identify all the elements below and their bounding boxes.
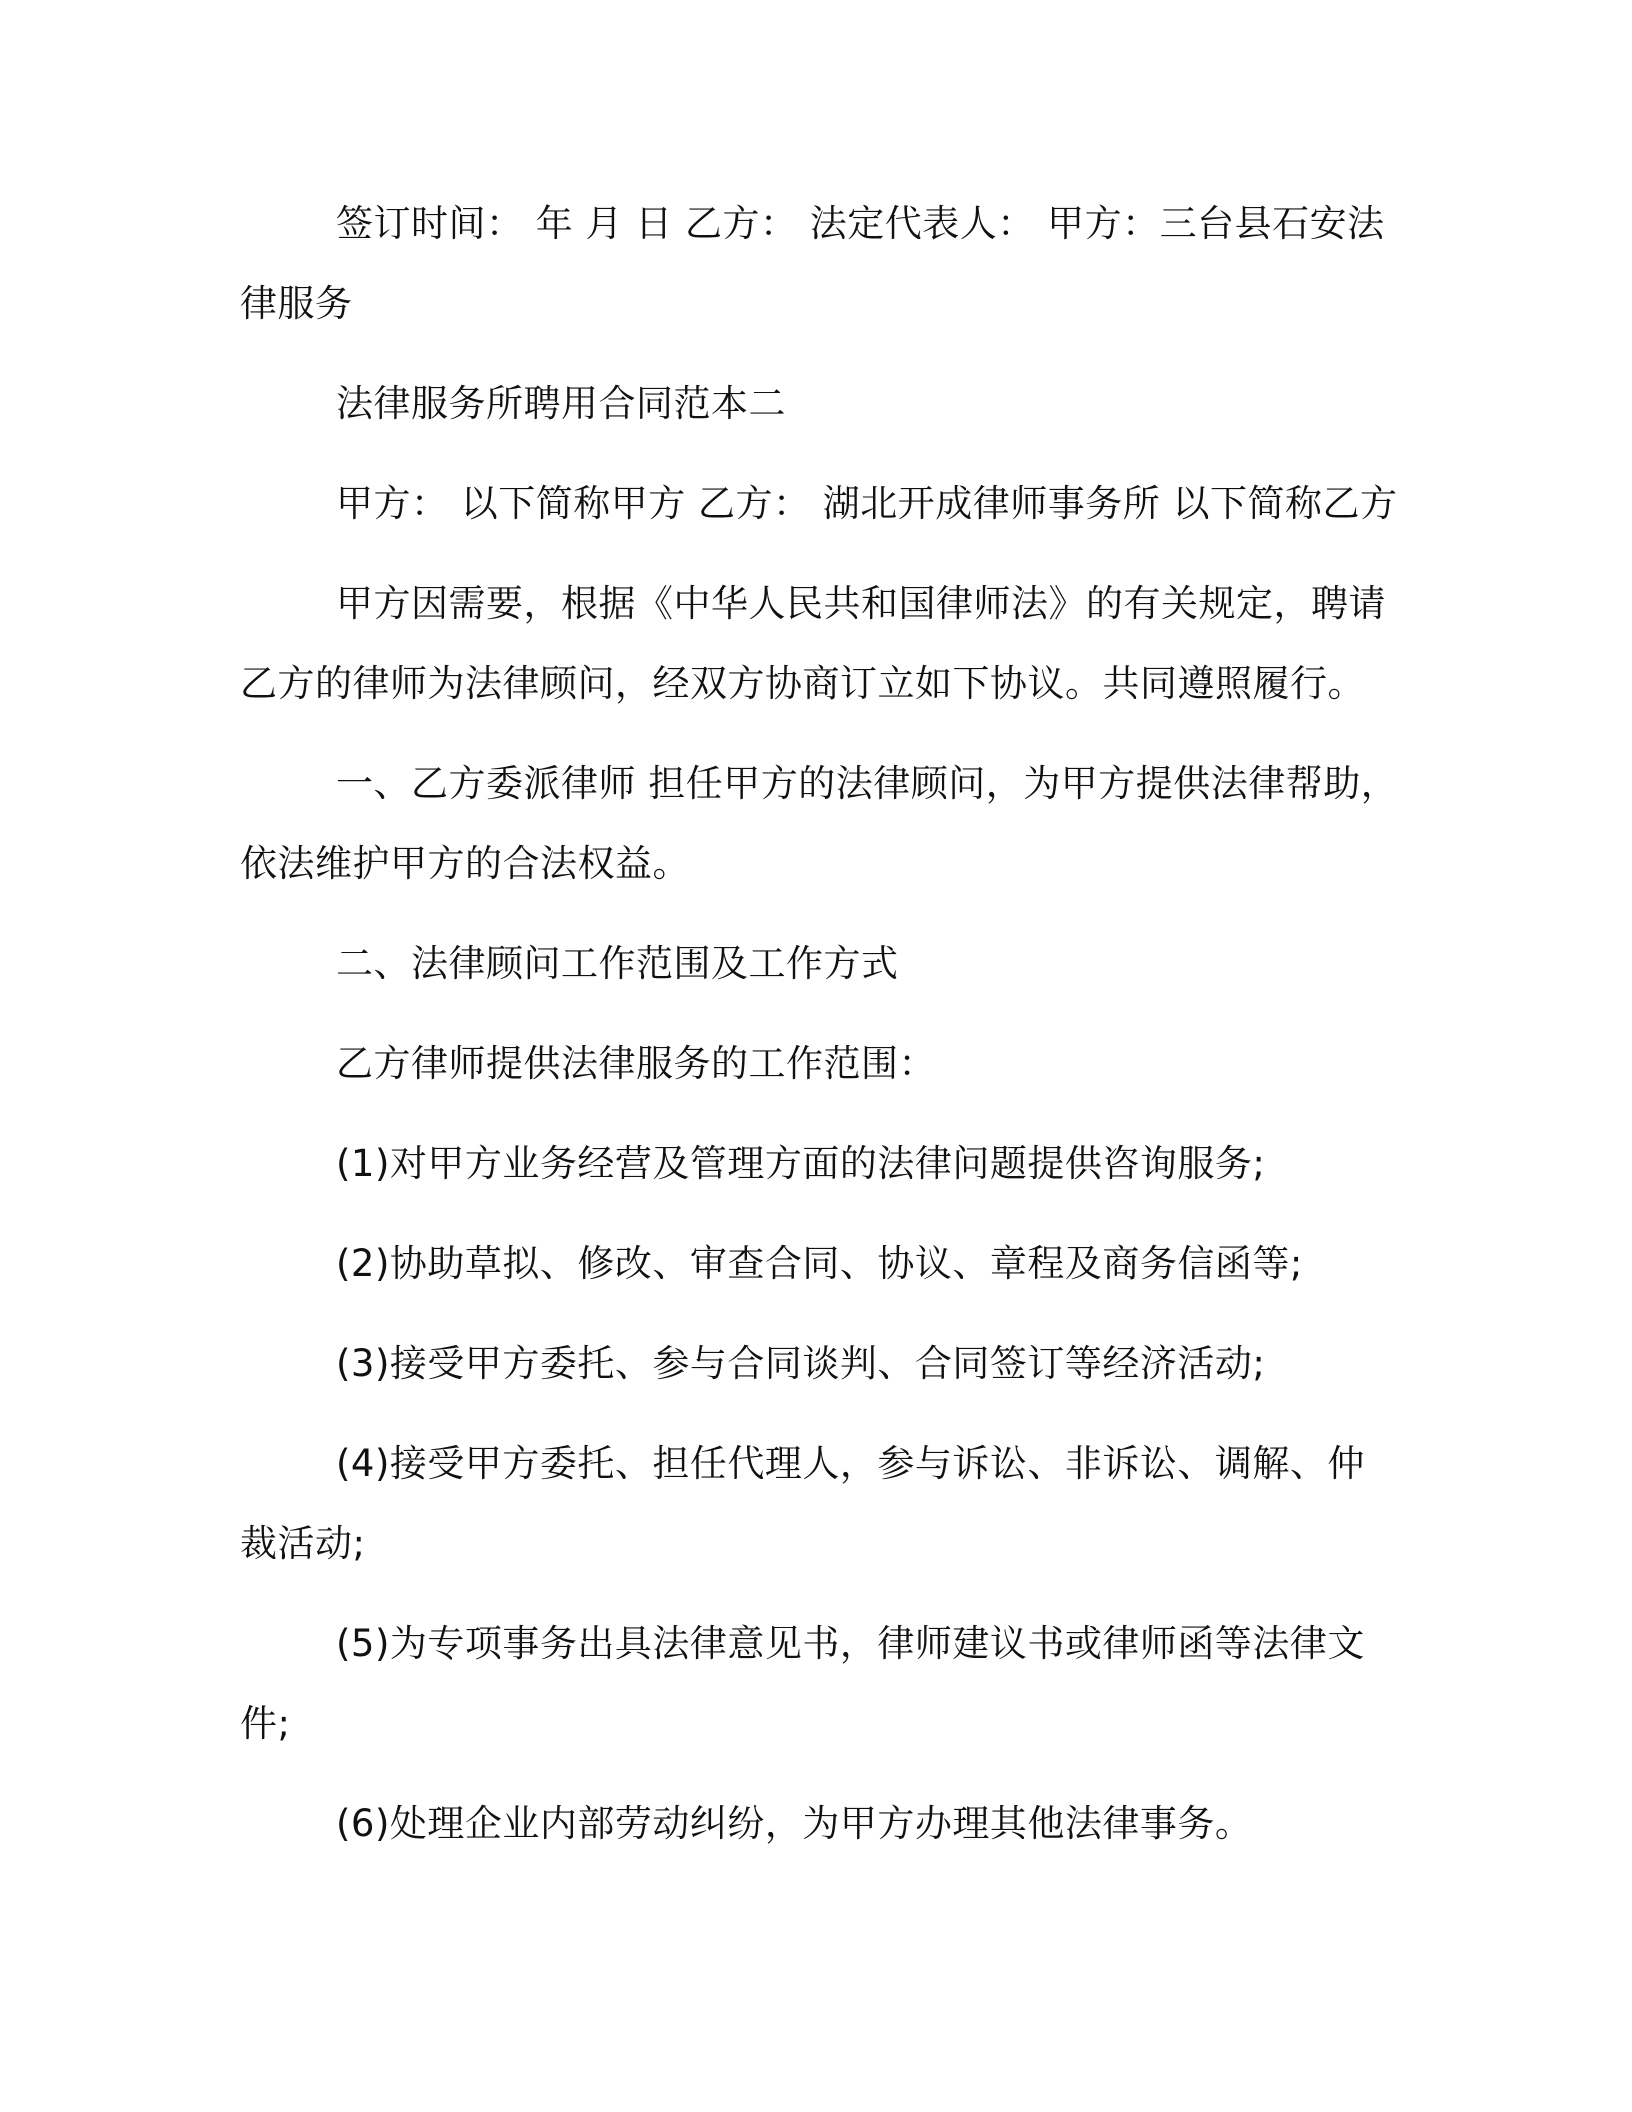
clause-one: 一、乙方委派律师 担任甲方的法律顾问，为甲方提供法律帮助，依法维护甲方的合法权益。: [240, 762, 1399, 885]
scope-item-2: (2)协助草拟、修改、审查合同、协议、章程及商务信函等;: [336, 1242, 1303, 1285]
signing-line: 签订时间： 年 月 日 乙方： 法定代表人： 甲方：三台县石安法律服务: [240, 202, 1385, 325]
scope-heading: 乙方律师提供法律服务的工作范围：: [336, 1042, 936, 1085]
scope-item-1: (1)对甲方业务经营及管理方面的法律问题提供咨询服务;: [336, 1142, 1266, 1185]
preamble-paragraph: 甲方因需要，根据《中华人民共和国律师法》的有关规定，聘请乙方的律师为法律顾问，经双方协商订立如下协议。共同遵照履行。: [240, 582, 1386, 705]
scope-item-3: (3)接受甲方委托、参与合同谈判、合同签订等经济活动;: [336, 1342, 1266, 1385]
document-body: [240, 184, 1400, 1864]
scope-item-6: (6)处理企业内部劳动纠纷，为甲方办理其他法律事务。: [336, 1802, 1253, 1845]
contract-title: 法律服务所聘用合同范本二: [336, 382, 786, 425]
scope-item-5: (5)为专项事务出具法律意见书，律师建议书或律师函等法律文件;: [240, 1622, 1365, 1745]
scope-item-4: (4)接受甲方委托、担任代理人，参与诉讼、非诉讼、调解、仲裁活动;: [240, 1442, 1365, 1565]
parties-line: 甲方： 以下简称甲方 乙方： 湖北开成律师事务所 以下简称乙方: [336, 482, 1398, 525]
clause-two-heading: 二、法律顾问工作范围及工作方式: [336, 942, 899, 985]
